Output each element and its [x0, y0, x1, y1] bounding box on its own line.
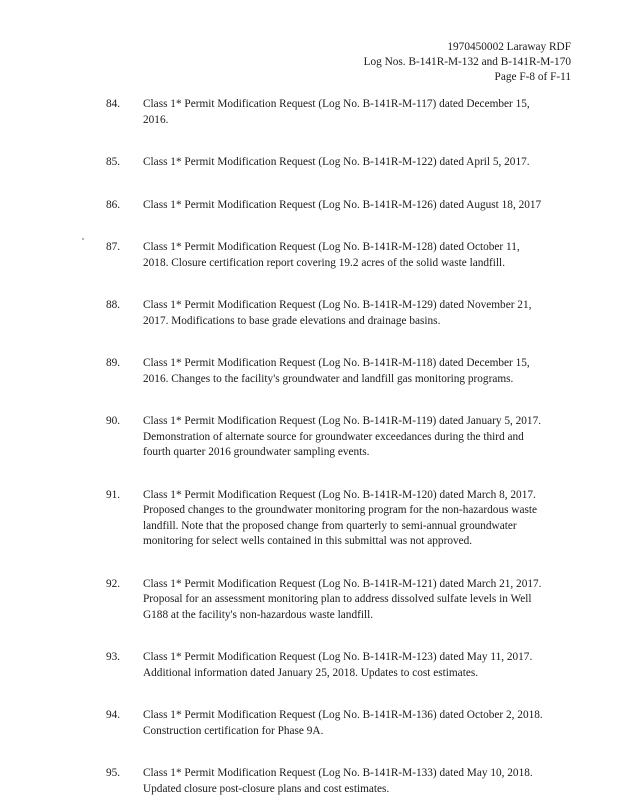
header-page-number: Page F-8 of F-11 [494, 71, 571, 83]
item-text: Class 1* Permit Modification Request (Log No. B-141R-M-122) dated April 5, 2017. [143, 156, 530, 168]
item-number: 86. [106, 198, 121, 211]
item-text: Class 1* Permit Modification Request (Log No. B-141R-M-117) dated December 15, 2016. [143, 98, 530, 126]
item-text: Class 1* Permit Modification Request (Log No. B-141R-M-136) dated October 2, 2018. Construction certification for Phase 9A. [143, 709, 543, 737]
item-text: Class 1* Permit Modification Request (Log No. B-141R-M-126) dated August 18, 2017 [143, 198, 542, 211]
item-number: 92. [106, 577, 121, 590]
item-text: Class 1* Permit Modification Request (Log No. B-141R-M-119) dated January 5, 2017. Demonstration of alternate source for groundwater exceedances during the third and fourth quarter 2016 groundwater sampling events. [143, 415, 542, 458]
list-item [106, 198, 546, 214]
item-number: 89. [106, 357, 121, 369]
list-item [106, 240, 546, 271]
list-item [106, 414, 546, 461]
item-text: Class 1* Permit Modification Request (Log No. B-141R-M-121) dated March 21, 2017. Proposal for an assessment monitoring plan to address dissolved sulfate levels in Well G188 at the facility's non-hazardous waste landfill. [143, 577, 542, 621]
list-item [106, 97, 546, 128]
list-item [106, 650, 546, 681]
list-item [106, 356, 546, 387]
item-number: 93. [106, 651, 121, 663]
item-number: 90. [106, 415, 121, 427]
item-number: 95. [106, 767, 121, 779]
item-text: Class 1* Permit Modification Request (Log No. B-141R-M-120) dated March 8, 2017. Proposed changes to the groundwater monitoring program for the non-hazardous waste landfill. Note that the proposed change from quarterly to semi-annual groundwater monitoring for select wells contained in this submittal was not approved. [143, 488, 538, 547]
item-number: 88. [106, 299, 121, 311]
list-item [106, 155, 546, 171]
scan-speck [82, 238, 84, 240]
item-text: Class 1* Permit Modification Request (Log No. B-141R-M-118) dated December 15, 2016. Changes to the facility's groundwater and landfill gas monitoring programs. [143, 357, 530, 385]
list-item [106, 577, 546, 624]
item-number: 85. [106, 156, 121, 168]
item-number: 87. [106, 241, 121, 253]
item-text: Class 1* Permit Modification Request (Log No. B-141R-M-133) dated May 10, 2018. Updated closure post-closure plans and cost estimates. [143, 767, 533, 795]
item-text: Class 1* Permit Modification Request (Log No. B-141R-M-129) dated November 21, 2017. Modifications to base grade elevations and drainage basins. [143, 299, 532, 327]
header-facility-id: 1970450002 Laraway RDF [447, 41, 571, 53]
item-text: Class 1* Permit Modification Request (Log No. B-141R-M-128) dated October 11, 2018. Closure certification report covering 19.2 acres of the solid waste landfill. [143, 241, 520, 269]
numbered-list [106, 97, 546, 797]
list-item [106, 298, 546, 329]
list-item [106, 488, 546, 550]
page-header [364, 40, 571, 85]
header-log-numbers: Log Nos. B-141R-M-132 and B-141R-M-170 [363, 56, 571, 68]
item-number: 94. [106, 709, 121, 721]
list-item [106, 708, 546, 739]
item-text: Class 1* Permit Modification Request (Log No. B-141R-M-123) dated May 11, 2017. Additional information dated January 25, 2018. Updates to cost estimates. [143, 651, 533, 679]
item-number: 91. [106, 488, 121, 501]
list-item [106, 766, 546, 797]
item-number: 84. [106, 98, 121, 110]
